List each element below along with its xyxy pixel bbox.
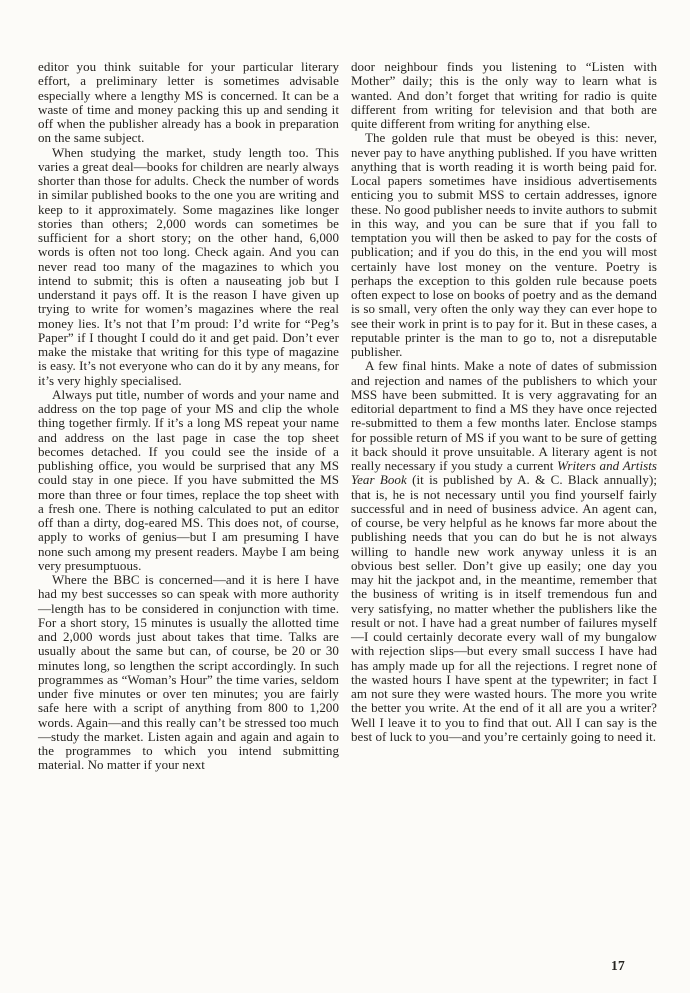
paragraph-study-the-market: When studying the market, study length too. This varies a great deal—books for children are nearly always shorter than those for adults. Check the number of words in similar published books to the one you are writing and keep to it approximately. Some magazines like longer stories than others; 2,000 words can sometimes be sufficient for a short story; on the other hand, 6,000 words is often not too long. Check again. And you can never read too many of the magazines to which you intend to submit; this is often a nauseating job but I understand it pays off. It is the reason I have given up trying to write for women’s magazines where the real money lies. It’s not that I’m proud: I’d write for “Peg’s Paper” if I thought I could do it and get paid. Don’t ever make the mistake that writing for this type of magazine is easy. It’s not everyone who can do it by any means, for it’s very highly specialised. [38, 144, 339, 388]
paragraph-ms-presentation: Always put title, number of words and your name and address on the top page of your MS and clip the whole thing together firmly. If it’s a long MS repeat your name and address on the last page in case the top sheet becomes detached. If you could see the inside of a publishing office, you would be surprised that any MS could stay in one piece. If you have submitted the MS more than three or four times, replace the top sheet with a fresh one. There is nothing calculated to put an editor off than a dirty, dog-eared MS. This does not, of course, apply to works of genius—but I am presuming I have none such among my present readers. Maybe I am being very presumptuous. [38, 386, 339, 573]
final-hints-text-after: (it is published by A. & C. Black annually); that is, he is not necessary until you find yourself fairly successful and in need of business advice. An agent can, of course, be very helpful as he knows far more about the publishing needs that you can do but he is not always willing to handle new work anyway unless it is an obvious best seller. Don’t give up easily; one day you may hit the jackpot and, in the meantime, remember that the business of writing is in itself tremendous fun and very satisfying, no matter whether the publishers like the result or not. I have had a great number of failures myself—I could certainly decorate every wall of my bungalow with rejection slips—but every small success I have had has amply made up for all the rejections. I regret none of the wasted hours I have spent at the typewriter; in fact I am not sure they were wasted hours. The more you write the better you write. At the end of it all are you a writer? Well I leave it to you to find that out. All I can say is the best of luck to you—and you’re certainly going to need it. [351, 472, 657, 744]
paragraph-bbc-length: Where the BBC is concerned—and it is here I have had my best successes so can speak with more authority—length has to be considered in conjunction with time. For a short story, 15 minutes is usually the allotted time and 2,000 words just about takes that time. Talks are usually about the same but can, of course, be 20 or 30 minutes long, so lengthen the script accordingly. In such programmes as “Woman’s Hour” the time varies, seldom under five minutes or over ten minutes; you are fairly safe here with a script of anything from 800 to 1,200 words. Again—and this really can’t be stressed too much—study the market. Listen again and again and again to the programmes to which you intend submitting material. No matter if your next [38, 572, 339, 773]
paragraph-final-hints [351, 359, 657, 744]
left-column [38, 60, 339, 773]
right-column [351, 60, 657, 744]
page-number: 17 [611, 958, 626, 973]
paragraph-editor-continuation: editor you think suitable for your particular literary effort, a preliminary letter is sometimes advisable especially where a lengthy MS is concerned. It can be a waste of time and money packing this up and sending it off when the publisher already has a book in preparation on the same subject. [38, 59, 339, 146]
book-title-italic: Writers and Artists Year Book [351, 458, 658, 488]
paragraph-golden-rule: The golden rule that must be obeyed is this: never, never pay to have anything published. If you have written anything that is worth reading it is worth being paid for. Local papers sometimes have insidious advertisements enticing you to submit MSS to certain addresses, ignore these. No good publisher needs to invite authors to submit in this way, and you can be sure that if you fall to temptation you will then be asked to pay for the costs of publication; and if you do this, in the end you will most certainly have lost money on the venture. Poetry is perhaps the exception to this golden rule because poets often expect to lose on books of poetry and as the demand is so small, very often the only way they can ever hope to see their work in print is to pay for it. But in these cases, a reputable printer is the man to go to, not a disreputable publisher. [351, 130, 657, 359]
final-hints-text-before: A few final hints. Make a note of dates of submission and rejection and names of the publishers to which your MSS have been submitted. It is very aggravating for an editorial department to find a MS they have once rejected re-submitted to them a few months later. Enclose stamps for possible return of MS if you want to be sure of getting it back should it prove unsuitable. A literary agent is not really necessary if you study a current [351, 358, 657, 473]
paragraph-radio-continuation: door neighbour finds you listening to “Listen with Mother” daily; this is the only way to learn what is wanted. And don’t forget that writing for radio is quite different from writing for television and that both are quite different from writing for anything else. [351, 59, 657, 131]
